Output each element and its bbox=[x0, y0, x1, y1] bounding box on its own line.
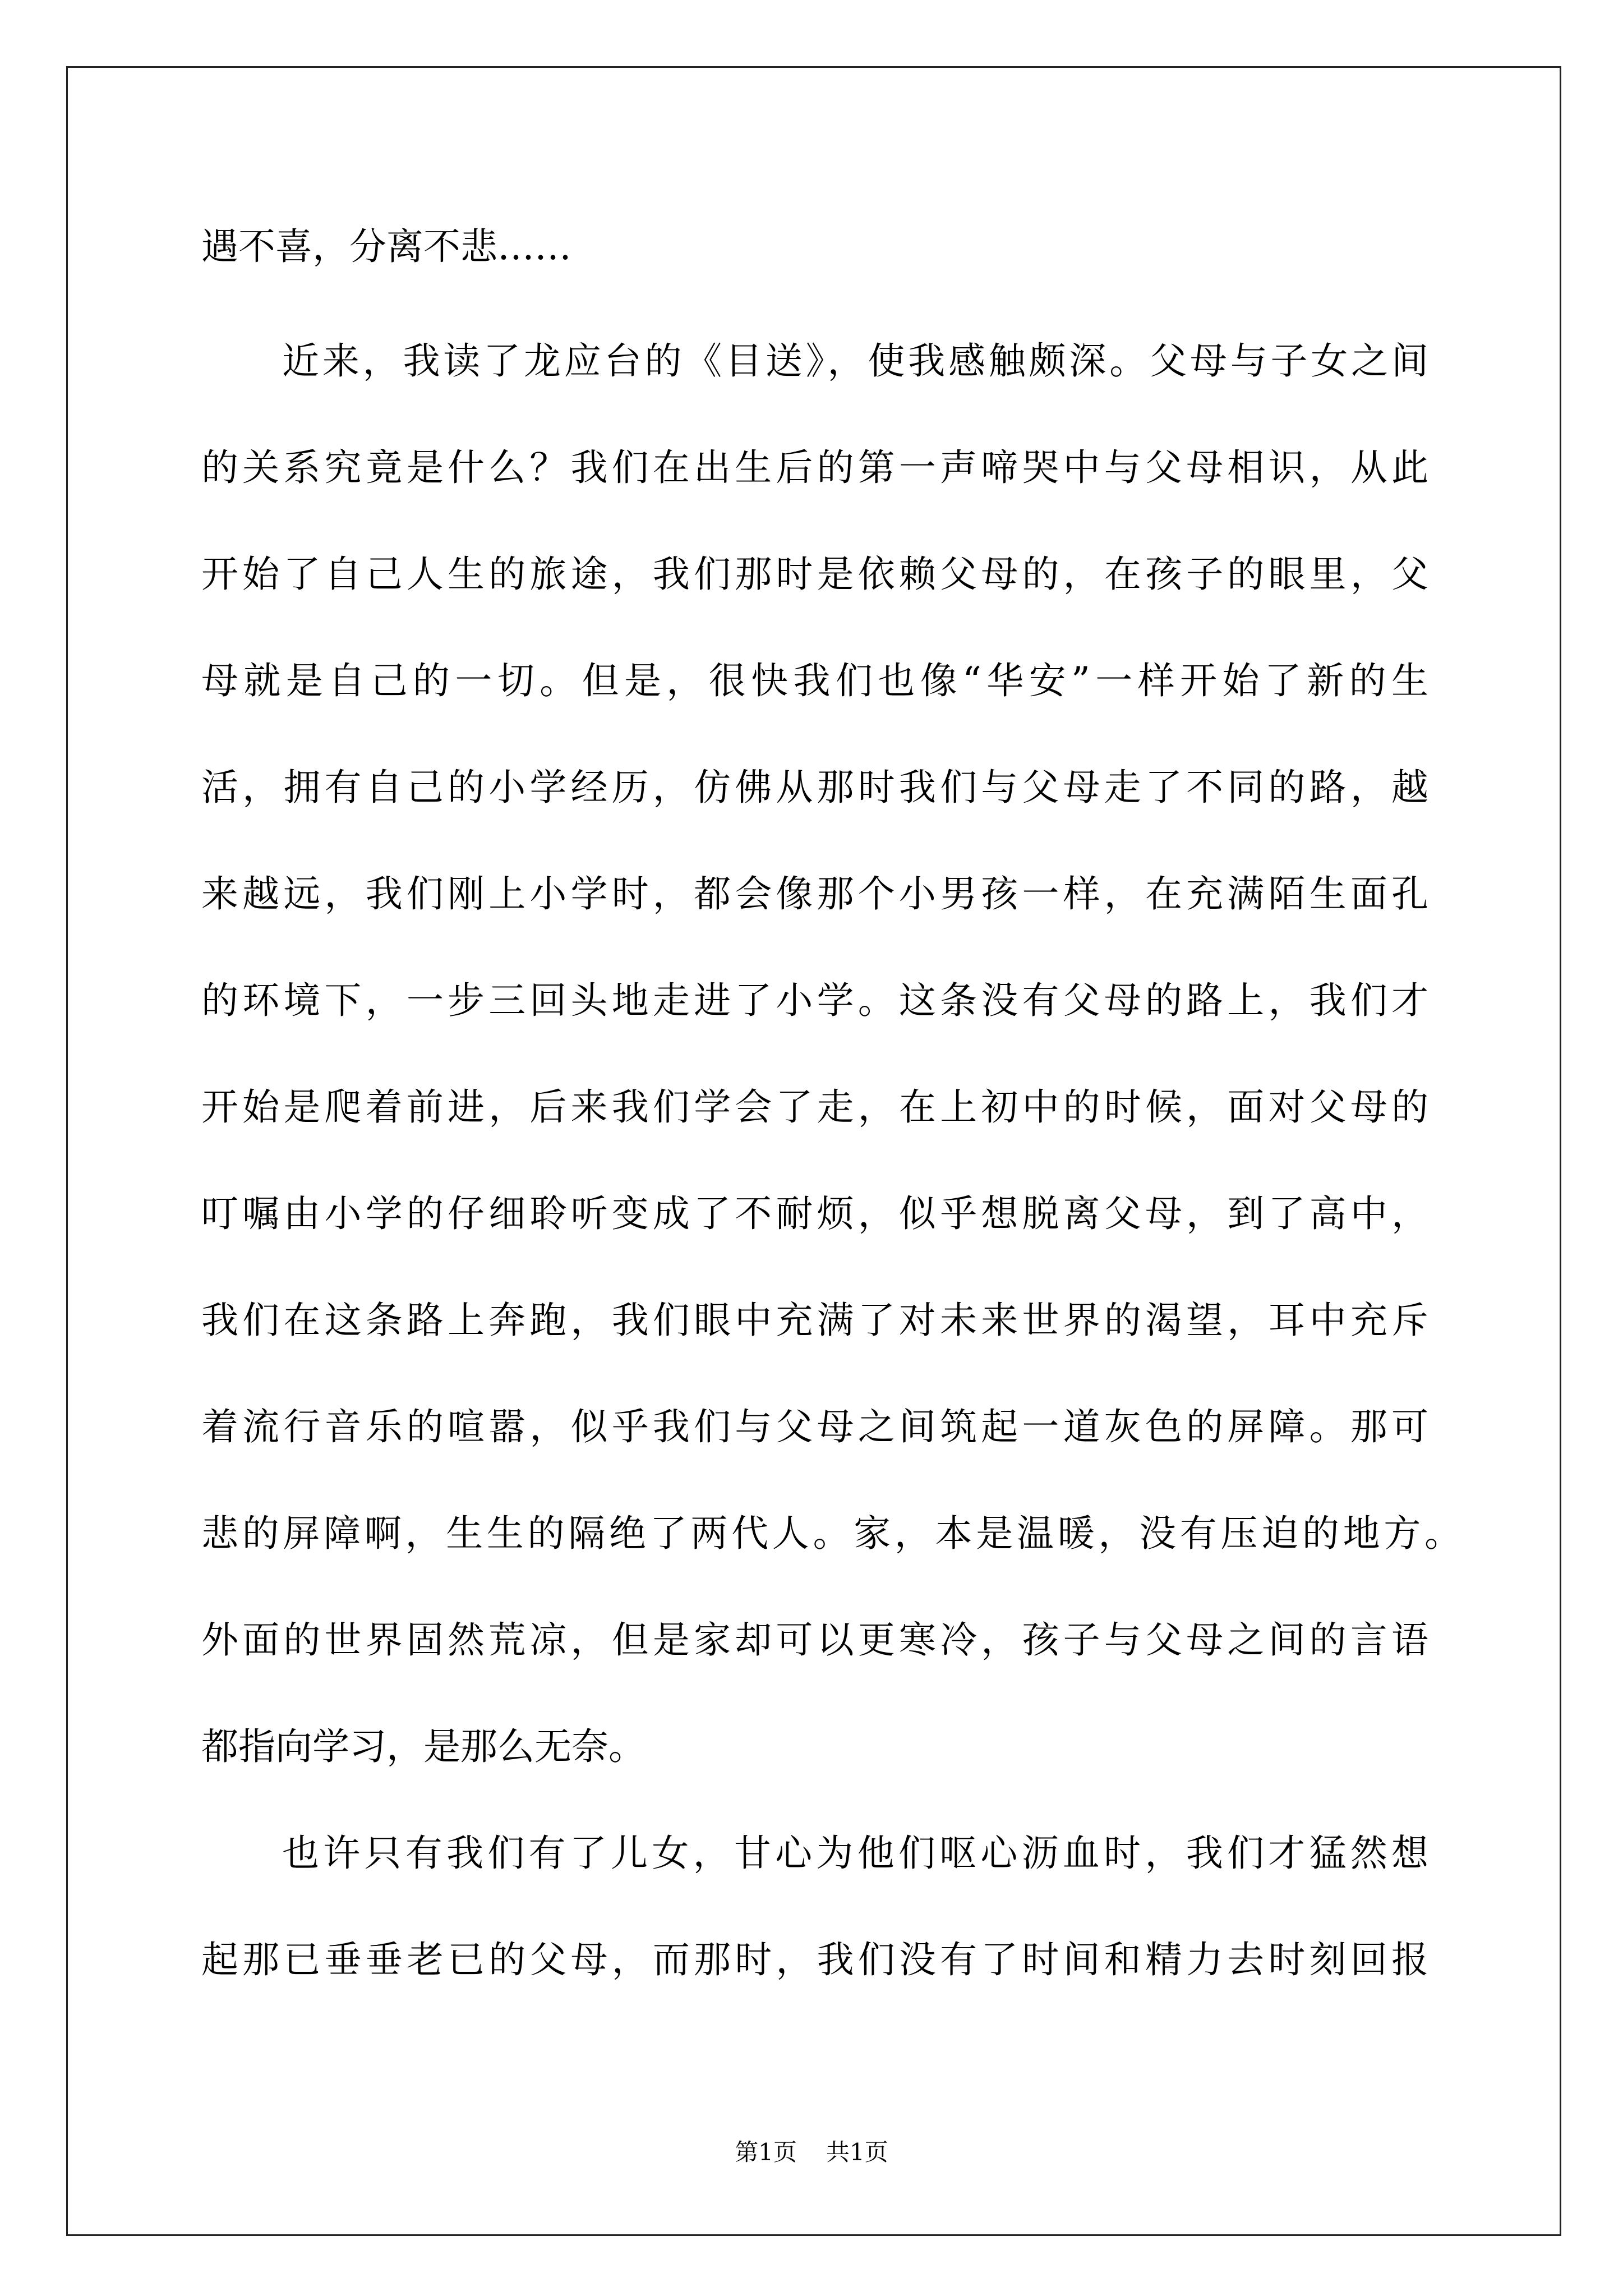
paragraph-line: 的关系究竟是什么？我们在出生后的第一声啼哭中与父母相识，从此 bbox=[201, 446, 1428, 489]
paragraph-line: 开始了自己人生的旅途，我们那时是依赖父母的，在孩子的眼里，父 bbox=[201, 553, 1428, 596]
paragraph-1 bbox=[201, 194, 1428, 300]
paragraph-line: 开始是爬着前进，后来我们学会了走，在上初中的时候，面对父母的 bbox=[201, 1085, 1428, 1129]
paragraph-line: 我们在这条路上奔跑，我们眼中充满了对未来世界的渴望，耳中充斥 bbox=[201, 1299, 1428, 1342]
paragraph-line: 叮嘱由小学的仔细聆听变成了不耐烦，似乎想脱离父母，到了高中， bbox=[201, 1192, 1428, 1235]
page-footer bbox=[0, 2136, 1623, 2169]
paragraph-line: 都指向学习，是那么无奈。 bbox=[201, 1725, 645, 1768]
page-number: 第1页 bbox=[735, 2138, 797, 2166]
paragraph-2 bbox=[201, 308, 1461, 1800]
paragraph-line: 着流行音乐的喧嚣，似乎我们与父母之间筑起一道灰色的屏障。那可 bbox=[201, 1405, 1428, 1448]
paragraph-line: 外面的世界固然荒凉，但是家却可以更寒冷，孩子与父母之间的言语 bbox=[201, 1618, 1428, 1662]
paragraph-3 bbox=[201, 1800, 1428, 2013]
paragraph-line: 近来，我读了龙应台的《目送》，使我感触颇深。父母与子女之间 bbox=[282, 339, 1428, 383]
page-count: 共1页 bbox=[826, 2138, 888, 2166]
paragraph-line: 来越远，我们刚上小学时，都会像那个小男孩一样，在充满陌生面孔 bbox=[201, 872, 1428, 915]
paragraph-line: 也许只有我们有了儿女，甘心为他们呕心沥血时，我们才猛然想 bbox=[282, 1832, 1428, 1875]
paragraph-line: 悲的屏障啊，生生的隔绝了两代人。家，本是温暖，没有压迫的地方。 bbox=[201, 1512, 1461, 1555]
paragraph-line: 起那已垂垂老已的父母，而那时，我们没有了时间和精力去时刻回报 bbox=[201, 1938, 1428, 1981]
paragraph-line: 母就是自己的一切。但是，很快我们也像“华安”一样开始了新的生 bbox=[201, 659, 1428, 702]
document-body bbox=[201, 194, 1461, 2013]
paragraph-line: 遇不喜，分离不悲…… bbox=[201, 225, 571, 268]
paragraph-line: 的环境下，一步三回头地走进了小学。这条没有父母的路上，我们才 bbox=[201, 979, 1428, 1022]
paragraph-line: 活，拥有自己的小学经历，仿佛从那时我们与父母走了不同的路，越 bbox=[201, 766, 1428, 809]
